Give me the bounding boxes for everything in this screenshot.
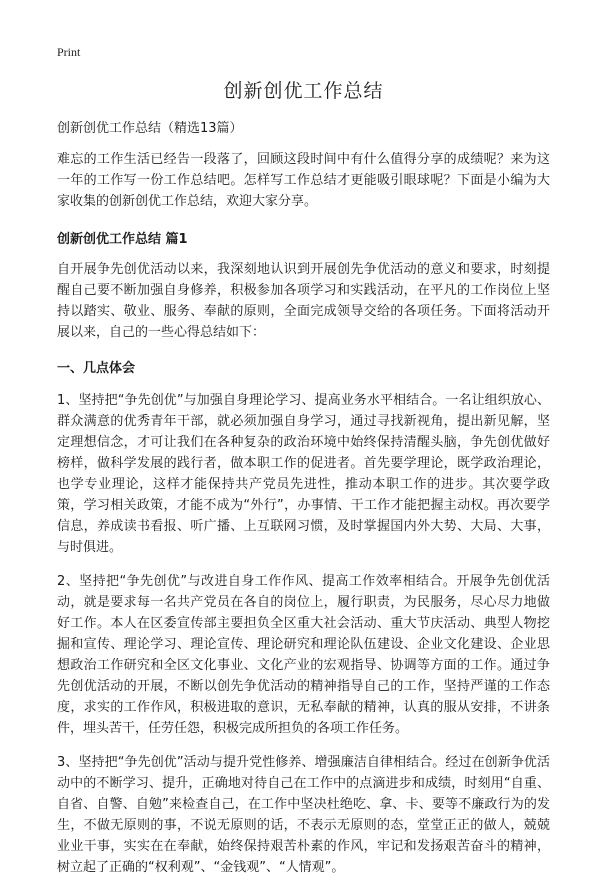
document-subtitle: 创新创优工作总结（精选13篇）: [57, 121, 243, 136]
section-intro-paragraph: 自开展争先创优活动以来，我深刻地认识到开展创先争优活动的意义和要求，时刻提醒自己要不断加强自身修养，积极参加各项学习和实践活动，在平凡的工作岗位上坚持以踏实、敬业、服务、奉献的原则，全面完成领导交给的各项任务。下面将活动开展以来，自己的一些心得总结如下：: [57, 262, 550, 340]
print-link[interactable]: Print: [57, 45, 81, 59]
intro-paragraph: 难忘的工作生活已经告一段落了，回顾这段时间中有什么值得分享的成绩呢？来为这一年的工作写一份工作总结吧。怎样写工作总结才更能吸引眼球呢？下面是小编为大家收集的创新创优工作总结，欢迎大家分享。: [57, 152, 550, 209]
document-body: [57, 76, 550, 891]
point-2-paragraph: 2、坚持把“争先创优”与改进自身工作作风、提高工作效率相结合。开展争先创优活动，就是要求每一名共产党员在各自的岗位上，履行职责，为民服务，尽心尽力地做好工作。本人在区委宣传部主要担负全区重大社会活动、重大节庆活动、典型人物挖掘和宣传、理论学习、理论宣传、理论研究和理论队伍建设、企业文化建设、企业思想政治工作研究和全区文化事业、文化产业的宏观指导、协调等方面的工作。通过争先创优活动的开展，不断以创先争优活动的精神指导自己的工作，坚持严谨的工作态度，求实的工作作风，积极进取的意识，无私奉献的精神，认真的服从安排，不讲条件，埋头苦干，任劳任怨，积极完成所担负的各项工作任务。: [57, 574, 550, 736]
point-1-paragraph: 1、坚持把“争先创优”与加强自身理论学习、提高业务水平相结合。一名让组织放心、群众满意的优秀青年干部，就必须加强自身学习，通过寻找新视角，提出新见解，坚定理想信念，才可让我们在各种复杂的政治环境中始终保持清醒头脑，争先创优做好榜样，做科学发展的践行者，做本职工作的促进者。首先要学理论，既学政治理论，也学专业理论，这样才能保持共产党员先进性，推动本职工作的进步。其次要学政策，学习相关政策，才能不成为“外行”，办事情、干工作才能把握主动权。再次要学信息，养成读书看报、听广播、上互联网习惯，及时掌握国内外大势、大局、大事，与时俱进。: [57, 393, 550, 555]
section-title: 创新创优工作总结 篇1: [57, 232, 188, 247]
page-title: 创新创优工作总结: [223, 80, 384, 102]
point-3-paragraph: 3、坚持把“争先创优”活动与提升党性修养、增强廉洁自律相结合。经过在创新争优活动中的不断学习、提升，正确地对待自己在工作中的点滴进步和成绩，时刻用“自重、自省、自警、自勉”来检查自己，在工作中坚决杜绝吃、拿、卡、要等不廉政行为的发生，不做无原则的事，不说无原则的话，不表示无原则的态，堂堂正正的做人，兢兢业业干事，实实在在奉献，始终保持艰苦朴素的作风，牢记和发扬艰苦奋斗的精神，树立起了正确的“权利观”、“金钱观”、“人情观”。: [57, 755, 550, 875]
heading-reflections: 一、几点体会: [57, 361, 136, 376]
